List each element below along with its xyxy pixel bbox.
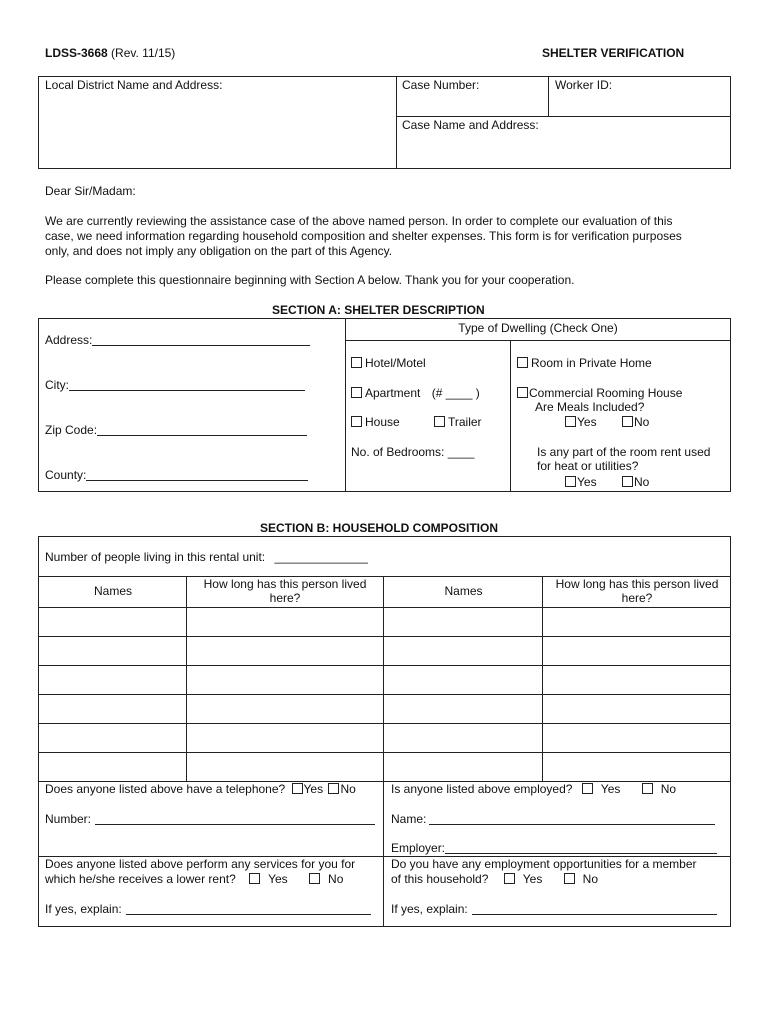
room-private-label: Room in Private Home bbox=[531, 356, 652, 370]
trailer-checkbox[interactable] bbox=[434, 416, 445, 427]
telephone-no-checkbox[interactable] bbox=[328, 783, 339, 794]
divider bbox=[396, 76, 397, 169]
city-label: City: bbox=[45, 378, 69, 392]
services-explain-field[interactable] bbox=[45, 902, 371, 916]
rent-yes-checkbox[interactable] bbox=[565, 476, 576, 487]
services-question-text: which he/she receives a lower rent? bbox=[45, 872, 236, 886]
explain-label: If yes, explain: bbox=[391, 902, 468, 916]
meals-no-checkbox[interactable] bbox=[622, 416, 633, 427]
employment-question-line2 bbox=[391, 872, 598, 886]
meals-question: Are Meals Included? bbox=[535, 400, 645, 414]
no-label: No bbox=[328, 872, 344, 886]
form-id-line bbox=[45, 46, 175, 60]
district-label: Local District Name and Address: bbox=[45, 78, 223, 92]
name-label: Name: bbox=[391, 812, 427, 826]
county-field[interactable] bbox=[45, 468, 308, 482]
hotel-label: Hotel/Motel bbox=[365, 356, 426, 370]
no-label: No bbox=[340, 782, 356, 796]
employer-field[interactable] bbox=[391, 841, 717, 855]
divider bbox=[542, 576, 543, 781]
hotel-checkbox[interactable] bbox=[351, 357, 362, 368]
col-names-header: Names bbox=[444, 584, 483, 598]
worker-id-field[interactable] bbox=[550, 94, 729, 114]
zip-label: Zip Code: bbox=[45, 423, 98, 437]
address-field[interactable] bbox=[45, 333, 310, 347]
commercial-label: Commercial Rooming House bbox=[529, 386, 683, 400]
employment-question-text: of this household? bbox=[391, 872, 489, 886]
rent-question: Is any part of the room rent used bbox=[537, 445, 711, 459]
yes-label: Yes bbox=[522, 872, 543, 886]
number-label: Number: bbox=[45, 812, 92, 826]
case-name-label: Case Name and Address: bbox=[402, 118, 539, 132]
services-no-checkbox[interactable] bbox=[309, 873, 320, 884]
form-title: SHELTER VERIFICATION bbox=[542, 46, 685, 60]
bedrooms-field[interactable]: No. of Bedrooms: ____ bbox=[351, 445, 475, 459]
apartment-number[interactable]: (# ____ ) bbox=[431, 386, 480, 400]
city-field[interactable] bbox=[45, 378, 305, 392]
worker-id-label: Worker ID: bbox=[555, 78, 613, 92]
employed-question-text: Is anyone listed above employed? bbox=[391, 782, 573, 796]
meals-yes-option[interactable] bbox=[565, 415, 597, 429]
room-private-option[interactable] bbox=[517, 356, 652, 370]
col-names-header: Names bbox=[93, 584, 132, 598]
how-long-column-left[interactable] bbox=[188, 609, 382, 779]
salutation: Dear Sir/Madam: bbox=[45, 184, 136, 198]
yes-label: Yes bbox=[268, 872, 288, 886]
dwelling-header: Type of Dwelling (Check One) bbox=[458, 321, 618, 335]
letter-line: case, we need information regarding household composition and shelter expenses. This form is for verification purposes bbox=[45, 229, 682, 243]
employee-name-field[interactable] bbox=[391, 812, 715, 826]
employment-yes-checkbox[interactable] bbox=[504, 873, 515, 884]
divider bbox=[396, 116, 731, 117]
employed-no-checkbox[interactable] bbox=[642, 783, 653, 794]
telephone-yes-checkbox[interactable] bbox=[292, 783, 303, 794]
form-revision: (Rev. 11/15) bbox=[111, 46, 176, 60]
telephone-question-text: Does anyone listed above have a telephone? bbox=[45, 782, 286, 796]
rent-no-option[interactable] bbox=[622, 475, 649, 489]
letter-instruction: Please complete this questionnaire beginning with Section A below. Thank you for your cooperation. bbox=[45, 273, 575, 287]
explain-label: If yes, explain: bbox=[45, 902, 122, 916]
case-number-label: Case Number: bbox=[402, 78, 480, 92]
letter-line: We are currently reviewing the assistance case of the above named person. In order to complete our evaluation of this bbox=[45, 214, 673, 228]
yes-label: Yes bbox=[303, 782, 324, 796]
people-count-field[interactable] bbox=[45, 550, 368, 564]
section-a-title: SECTION A: SHELTER DESCRIPTION bbox=[272, 303, 485, 317]
employment-question: Do you have any employment opportunities for a member bbox=[391, 857, 697, 871]
house-label: House bbox=[365, 415, 400, 429]
services-question: Does anyone listed above perform any services for you for bbox=[45, 857, 356, 871]
hotel-option[interactable] bbox=[351, 356, 426, 370]
divider bbox=[383, 576, 384, 927]
commercial-option[interactable] bbox=[517, 386, 682, 400]
services-yes-checkbox[interactable] bbox=[249, 873, 260, 884]
house-option[interactable] bbox=[351, 415, 400, 429]
no-label: No bbox=[582, 872, 599, 886]
house-checkbox[interactable] bbox=[351, 416, 362, 427]
apartment-option[interactable] bbox=[351, 386, 480, 400]
yes-label: Yes bbox=[577, 415, 597, 429]
divider bbox=[345, 340, 731, 341]
rent-question: for heat or utilities? bbox=[537, 459, 639, 473]
employment-no-checkbox[interactable] bbox=[564, 873, 575, 884]
employer-label: Employer: bbox=[391, 841, 446, 855]
yes-label: Yes bbox=[600, 782, 621, 796]
services-question-line2 bbox=[45, 872, 343, 886]
names-column-right[interactable] bbox=[385, 609, 541, 779]
telephone-question bbox=[45, 782, 356, 796]
divider bbox=[38, 607, 731, 608]
no-label: No bbox=[634, 475, 650, 489]
people-count-blank[interactable]: ______________ bbox=[274, 550, 368, 564]
district-field[interactable] bbox=[40, 94, 394, 167]
form-id: LDSS-3668 bbox=[45, 46, 108, 60]
letter-line: only, and does not imply any obligation on the part of this Agency. bbox=[45, 244, 393, 258]
divider bbox=[345, 318, 346, 492]
case-number-field[interactable] bbox=[398, 94, 546, 114]
no-label: No bbox=[660, 782, 677, 796]
trailer-label: Trailer bbox=[448, 415, 482, 429]
col-how-long-header: How long has this person lived here? bbox=[555, 577, 719, 605]
rent-no-checkbox[interactable] bbox=[622, 476, 633, 487]
case-name-field[interactable] bbox=[398, 134, 729, 167]
divider bbox=[548, 76, 549, 116]
county-label: County: bbox=[45, 468, 87, 482]
yes-label: Yes bbox=[577, 475, 597, 489]
trailer-option[interactable] bbox=[434, 415, 482, 429]
address-label: Address: bbox=[45, 333, 93, 347]
zip-field[interactable] bbox=[45, 423, 307, 437]
employment-explain-field[interactable] bbox=[391, 902, 717, 916]
meals-yes-checkbox[interactable] bbox=[565, 416, 576, 427]
employed-yes-checkbox[interactable] bbox=[582, 783, 593, 794]
people-count-label: Number of people living in this rental unit: bbox=[45, 550, 266, 564]
section-b-title: SECTION B: HOUSEHOLD COMPOSITION bbox=[260, 521, 499, 535]
how-long-column-right[interactable] bbox=[544, 609, 730, 779]
divider bbox=[510, 340, 511, 492]
names-column-left[interactable] bbox=[40, 609, 185, 779]
divider bbox=[186, 576, 187, 781]
rent-yes-option[interactable] bbox=[565, 475, 597, 489]
telephone-number-field[interactable] bbox=[45, 812, 375, 826]
no-label: No bbox=[634, 415, 650, 429]
meals-no-option[interactable] bbox=[622, 415, 649, 429]
col-how-long-header: How long has this person lived here? bbox=[203, 577, 367, 605]
room-private-checkbox[interactable] bbox=[517, 357, 528, 368]
employed-question bbox=[391, 782, 676, 796]
commercial-checkbox[interactable] bbox=[517, 387, 528, 398]
apartment-label: Apartment bbox=[365, 386, 421, 400]
apartment-checkbox[interactable] bbox=[351, 387, 362, 398]
